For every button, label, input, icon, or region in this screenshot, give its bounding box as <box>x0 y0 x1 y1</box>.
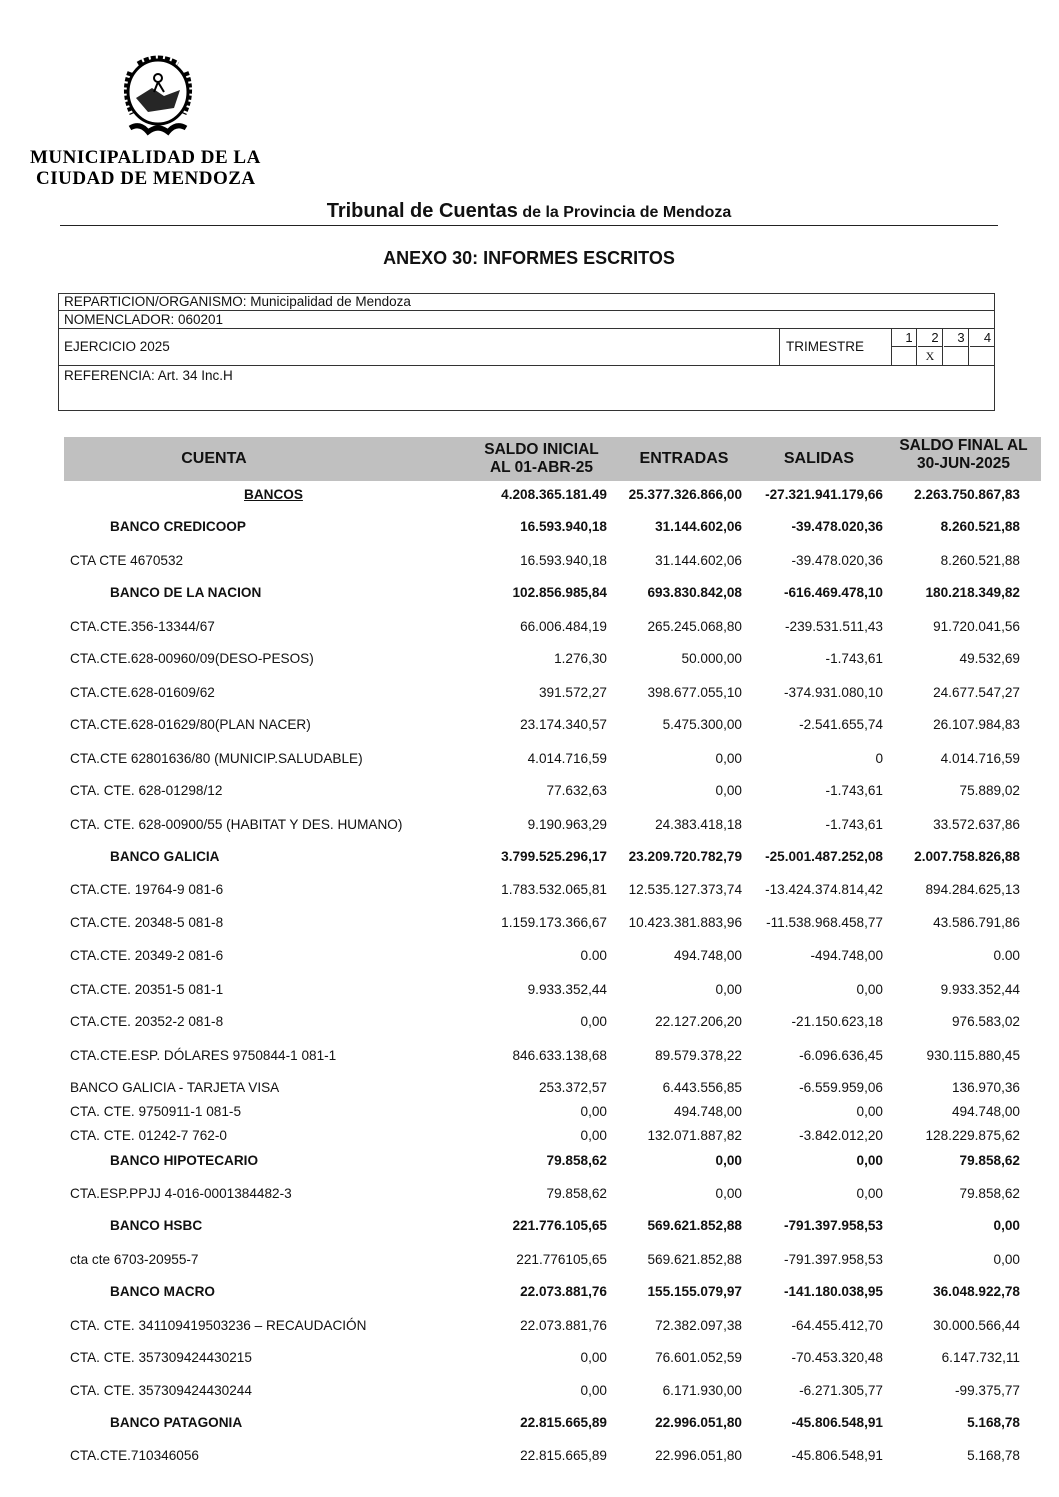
saldo-inicial-cell: 77.632,63 <box>546 783 607 798</box>
header-cuenta: CUENTA <box>181 450 247 467</box>
salidas-cell: -11.538.968.458,77 <box>766 915 883 930</box>
entradas-cell: 23.209.720.782,79 <box>628 849 742 864</box>
salidas-cell: -39.478.020,36 <box>791 553 883 568</box>
saldo-inicial-cell: 4.208.365.181.49 <box>501 487 607 502</box>
entradas-cell: 0,00 <box>715 1153 742 1168</box>
cuenta-cell: BANCO PATAGONIA <box>110 1415 243 1430</box>
entradas-cell: 132.071.887,82 <box>647 1128 742 1143</box>
cuenta-cell: CTA.CTE. 20348-5 081-8 <box>70 915 224 930</box>
header-saldo-final <box>886 437 1041 473</box>
coat-of-arms-icon <box>108 52 208 140</box>
cuenta-cell: CTA.CTE 62801636/80 (MUNICIP.SALUDABLE) <box>70 751 363 766</box>
bank-subtotal-row <box>64 848 1024 866</box>
entradas-cell: 24.383.418,18 <box>655 817 742 832</box>
bank-subtotal-row <box>64 1414 1024 1432</box>
salidas-cell: -374.931.080,10 <box>783 685 883 700</box>
saldo-final-cell: 30.000.566,44 <box>933 1318 1020 1333</box>
saldo-inicial-cell: 79.858,62 <box>546 1186 607 1201</box>
saldo-final-cell: 8.260.521,88 <box>940 519 1020 534</box>
quarter-2-label: 2 <box>918 329 943 347</box>
entradas-cell: 693.830.842,08 <box>647 585 742 600</box>
trimestre-label: TRIMESTRE <box>786 339 865 354</box>
salidas-cell: -1.743,61 <box>825 651 883 666</box>
salidas-cell: -6.096.636,45 <box>799 1048 883 1063</box>
saldo-inicial-cell: 0,00 <box>580 1350 607 1365</box>
saldo-final-cell: 930.115.880,45 <box>926 1048 1020 1063</box>
entradas-cell: 569.621.852,88 <box>647 1218 742 1233</box>
entradas-cell: 76.601.052,59 <box>655 1350 742 1365</box>
saldo-inicial-cell: 23.174.340,57 <box>520 717 607 732</box>
cuenta-cell: CTA.CTE.628-01609/62 <box>70 685 215 700</box>
salidas-cell: -3.842.012,20 <box>799 1128 883 1143</box>
cuenta-cell: CTA.CTE.ESP. DÓLARES 9750844-1 081-1 <box>70 1048 337 1063</box>
salidas-cell: -27.321.941.179,66 <box>765 487 883 502</box>
cuenta-cell: CTA CTE 4670532 <box>70 553 184 568</box>
saldo-final-cell: 49.532,69 <box>959 651 1020 666</box>
salidas-cell: -21.150.623,18 <box>791 1014 883 1029</box>
saldo-inicial-cell: 1.159.173.366,67 <box>501 915 607 930</box>
cuenta-cell: CTA. CTE. 628-00900/55 (HABITAT Y DES. HUMANO) <box>70 817 403 832</box>
reparticion-field: REPARTICION/ORGANISMO: Municipalidad de Mendoza <box>59 294 994 311</box>
table-row <box>64 1382 1024 1400</box>
table-row <box>64 1349 1024 1367</box>
cuenta-cell: CTA.CTE.628-00960/09(DESO-PESOS) <box>70 651 314 666</box>
table-row <box>64 816 1024 834</box>
salidas-cell: 0,00 <box>856 982 883 997</box>
saldo-final-cell: 79.858,62 <box>959 1186 1020 1201</box>
table-row <box>64 618 1024 636</box>
tribunal-subtitle: de la Provincia de Mendoza <box>522 204 732 221</box>
org-name-line2: CIUDAD DE MENDOZA <box>36 168 256 189</box>
quarter-4-label: 4 <box>970 329 995 347</box>
saldo-inicial-cell: 0,00 <box>580 1014 607 1029</box>
cuenta-cell: BANCO HSBC <box>110 1218 203 1233</box>
header-saldo-final-line2: 30-JUN-2025 <box>916 455 1011 472</box>
cuenta-cell: CTA. CTE. 357309424430244 <box>70 1383 252 1398</box>
saldo-inicial-cell: 16.593.940,18 <box>520 519 607 534</box>
info-box <box>58 293 995 411</box>
salidas-cell: 0,00 <box>856 1186 883 1201</box>
saldo-final-cell: 26.107.984,83 <box>933 717 1020 732</box>
table-row <box>64 650 1024 668</box>
tribunal-heading <box>60 200 998 223</box>
saldo-inicial-cell: 0,00 <box>580 1104 607 1119</box>
table-row <box>64 716 1024 734</box>
salidas-cell: 0,00 <box>856 1104 883 1119</box>
cuenta-cell: BANCOS <box>244 487 303 502</box>
header-saldo-final-line1: SALDO FINAL AL <box>899 437 1028 454</box>
entradas-cell: 398.677.055,10 <box>647 685 742 700</box>
saldo-final-cell: 0.00 <box>993 948 1020 963</box>
header-saldo-inicial-line2: AL 01-ABR-25 <box>489 459 594 476</box>
entradas-cell: 6.443.556,85 <box>662 1080 742 1095</box>
table-row <box>64 914 1024 932</box>
bank-subtotal-row <box>64 584 1024 602</box>
saldo-final-cell: 6.147.732,11 <box>941 1350 1020 1365</box>
entradas-cell: 72.382.097,38 <box>655 1318 742 1333</box>
salidas-cell: -1.743,61 <box>825 817 883 832</box>
salidas-cell: -6.271.305,77 <box>799 1383 883 1398</box>
salidas-cell: -791.397.958,53 <box>783 1252 883 1267</box>
header-divider <box>60 225 998 226</box>
cuenta-cell: CTA. CTE. 357309424430215 <box>70 1350 252 1365</box>
entradas-cell: 569.621.852,88 <box>647 1252 742 1267</box>
saldo-final-cell: 9.933.352,44 <box>940 982 1020 997</box>
salidas-cell: -64.455.412,70 <box>791 1318 883 1333</box>
table-row <box>64 1047 1024 1065</box>
salidas-cell: -25.001.487.252,08 <box>765 849 883 864</box>
salidas-cell: -45.806.548,91 <box>791 1448 883 1463</box>
cuenta-cell: CTA.CTE.628-01629/80(PLAN NACER) <box>70 717 311 732</box>
ejercicio-row <box>59 329 994 366</box>
saldo-inicial-cell: 221.776.105,65 <box>512 1218 607 1233</box>
cuenta-cell: CTA.CTE. 20351-5 081-1 <box>70 982 224 997</box>
saldo-final-cell: 36.048.922,78 <box>933 1284 1020 1299</box>
entradas-cell: 31.144.602,06 <box>655 519 742 534</box>
saldo-inicial-cell: 16.593.940,18 <box>520 553 607 568</box>
cuenta-cell: BANCO GALICIA <box>110 849 220 864</box>
saldo-final-cell: 136.970,36 <box>951 1080 1020 1095</box>
saldo-inicial-cell: 0.00 <box>580 948 607 963</box>
table-row <box>64 947 1024 965</box>
salidas-cell: 0,00 <box>856 1153 883 1168</box>
cuenta-cell: CTA.CTE. 20352-2 081-8 <box>70 1014 224 1029</box>
bank-subtotal-row <box>64 1152 1024 1170</box>
entradas-cell: 10.423.381.883,96 <box>628 915 742 930</box>
saldo-inicial-cell: 0,00 <box>580 1383 607 1398</box>
table-row <box>64 552 1024 570</box>
saldo-inicial-cell: 22.073.881,76 <box>520 1284 607 1299</box>
saldo-inicial-cell: 391.572,27 <box>538 685 607 700</box>
salidas-cell: -141.180.038,95 <box>783 1284 883 1299</box>
table-row <box>64 881 1024 899</box>
entradas-cell: 89.579.378,22 <box>655 1048 742 1063</box>
saldo-final-cell: 43.586.791,86 <box>933 915 1020 930</box>
saldo-inicial-cell: 3.799.525.296,17 <box>501 849 607 864</box>
bank-subtotal-row <box>64 1283 1024 1301</box>
cuenta-cell: CTA.CTE.710346056 <box>70 1448 199 1463</box>
saldo-final-cell: 5.168,78 <box>967 1448 1020 1463</box>
saldo-final-cell: 91.720.041,56 <box>933 619 1020 634</box>
table-row <box>64 1127 1024 1145</box>
table-header <box>64 437 1041 481</box>
entradas-cell: 22.996.051,80 <box>655 1448 742 1463</box>
saldo-inicial-cell: 221.776105,65 <box>516 1252 607 1267</box>
cuenta-cell: BANCO DE LA NACION <box>110 585 262 600</box>
saldo-final-cell: 180.218.349,82 <box>925 585 1020 600</box>
salidas-cell: -13.424.374.814,42 <box>765 882 883 897</box>
saldo-final-cell: 0,00 <box>993 1218 1020 1233</box>
nomenclador-field: NOMENCLADOR: 060201 <box>59 311 994 329</box>
header-saldo-inicial-line1: SALDO INICIAL <box>484 441 599 458</box>
saldo-final-cell: 79.858,62 <box>959 1153 1020 1168</box>
entradas-cell: 5.475.300,00 <box>662 717 742 732</box>
table-row <box>64 1079 1024 1097</box>
saldo-inicial-cell: 66.006.484,19 <box>520 619 607 634</box>
referencia-field: REFERENCIA: Art. 34 Inc.H <box>64 368 233 383</box>
salidas-cell: -616.469.478,10 <box>783 585 883 600</box>
saldo-final-cell: 33.572.637,86 <box>933 817 1020 832</box>
salidas-cell: -45.806.548,91 <box>791 1415 883 1430</box>
saldo-final-cell: 5.168,78 <box>967 1415 1020 1430</box>
saldo-inicial-cell: 9.933.352,44 <box>527 982 607 997</box>
salidas-cell: -2.541.655,74 <box>799 717 883 732</box>
entradas-cell: 155.155.079,97 <box>647 1284 742 1299</box>
entradas-cell: 6.171.930,00 <box>662 1383 742 1398</box>
saldo-inicial-cell: 79.858,62 <box>546 1153 607 1168</box>
saldo-inicial-cell: 9.190.963,29 <box>527 817 607 832</box>
cuenta-cell: CTA.CTE.356-13344/67 <box>70 619 215 634</box>
trimestre-grid <box>891 329 995 365</box>
cuenta-cell: BANCO CREDICOOP <box>110 519 246 534</box>
cuenta-cell: BANCO HIPOTECARIO <box>110 1153 259 1168</box>
table-row <box>64 684 1024 702</box>
salidas-cell: -39.478.020,36 <box>791 519 883 534</box>
saldo-inicial-cell: 253.372,57 <box>538 1080 607 1095</box>
entradas-cell: 494.748,00 <box>673 1104 742 1119</box>
entradas-cell: 0,00 <box>715 982 742 997</box>
cuenta-cell: CTA.CTE. 19764-9 081-6 <box>70 882 224 897</box>
salidas-cell: -1.743,61 <box>825 783 883 798</box>
saldo-inicial-cell: 102.856.985,84 <box>512 585 607 600</box>
cuenta-cell: cta cte 6703-20955-7 <box>70 1252 199 1267</box>
salidas-cell: -239.531.511,43 <box>784 619 883 634</box>
entradas-cell: 0,00 <box>715 1186 742 1201</box>
saldo-final-cell: 24.677.547,27 <box>933 685 1020 700</box>
cuenta-cell: CTA. CTE. 01242-7 762-0 <box>70 1128 227 1143</box>
salidas-cell: -791.397.958,53 <box>783 1218 883 1233</box>
cuenta-cell: CTA. CTE. 628-01298/12 <box>70 783 223 798</box>
cuenta-cell: BANCO MACRO <box>110 1284 215 1299</box>
saldo-final-cell: 2.007.758.826,88 <box>914 849 1020 864</box>
table-row <box>64 782 1024 800</box>
header-salidas: SALIDAS <box>783 450 855 467</box>
table-row <box>64 1251 1024 1269</box>
salidas-cell: -494.748,00 <box>810 948 883 963</box>
saldo-final-cell: 4.014.716,59 <box>940 751 1020 766</box>
entradas-cell: 22.996.051,80 <box>655 1415 742 1430</box>
salidas-cell: 0 <box>875 751 883 766</box>
entradas-cell: 0,00 <box>715 783 742 798</box>
table-row <box>64 1185 1024 1203</box>
org-name-line1: MUNICIPALIDAD DE LA <box>30 147 261 168</box>
cuenta-cell: BANCO GALICIA - TARJETA VISA <box>70 1080 280 1095</box>
saldo-inicial-cell: 4.014.716,59 <box>527 751 607 766</box>
ejercicio-field: EJERCICIO 2025 <box>64 339 170 354</box>
table-row <box>64 750 1024 768</box>
cuenta-cell: CTA. CTE. 341109419503236 – RECAUDACIÓN <box>70 1318 367 1333</box>
quarter-4-mark <box>970 347 995 365</box>
bank-subtotal-row <box>64 1217 1024 1235</box>
saldo-inicial-cell: 1.783.532.065,81 <box>501 882 607 897</box>
section-total-row <box>64 486 1024 504</box>
entradas-cell: 25.377.326.866,00 <box>628 487 742 502</box>
salidas-cell: -70.453.320,48 <box>791 1350 883 1365</box>
document-title: ANEXO 30: INFORMES ESCRITOS <box>383 248 675 268</box>
saldo-final-cell: -99.375,77 <box>954 1383 1020 1398</box>
saldo-final-cell: 75.889,02 <box>959 783 1020 798</box>
entradas-cell: 494.748,00 <box>673 948 742 963</box>
trimestre-cell <box>779 329 892 365</box>
saldo-final-cell: 128.229.875,62 <box>925 1128 1020 1143</box>
entradas-cell: 22.127.206,20 <box>655 1014 742 1029</box>
saldo-inicial-cell: 1.276,30 <box>554 651 607 666</box>
saldo-inicial-cell: 22.073.881,76 <box>520 1318 607 1333</box>
saldo-final-cell: 894.284.625,13 <box>925 882 1020 897</box>
table-row <box>64 1317 1024 1335</box>
table-row <box>64 981 1024 999</box>
saldo-inicial-cell: 0,00 <box>580 1128 607 1143</box>
header-saldo-inicial <box>464 441 619 477</box>
municipality-logo <box>28 52 288 192</box>
cuenta-cell: CTA. CTE. 9750911-1 081-5 <box>70 1104 242 1119</box>
entradas-cell: 50.000,00 <box>681 651 742 666</box>
table-row <box>64 1103 1024 1121</box>
salidas-cell: -6.559.959,06 <box>799 1080 883 1095</box>
cuenta-cell: CTA.ESP.PPJJ 4-016-0001384482-3 <box>70 1186 292 1201</box>
entradas-cell: 0,00 <box>715 751 742 766</box>
quarter-1-label: 1 <box>892 329 917 347</box>
quarter-1-mark <box>892 347 917 365</box>
quarter-2-mark: X <box>918 347 943 365</box>
saldo-final-cell: 8.260.521,88 <box>940 553 1020 568</box>
tribunal-title: Tribunal de Cuentas <box>326 200 518 222</box>
saldo-inicial-cell: 846.633.138,68 <box>512 1048 607 1063</box>
header-entradas: ENTRADAS <box>639 450 729 467</box>
saldo-inicial-cell: 22.815.665,89 <box>520 1415 607 1430</box>
cuenta-cell: CTA.CTE. 20349-2 081-6 <box>70 948 224 963</box>
saldo-final-cell: 2.263.750.867,83 <box>914 487 1020 502</box>
table-row <box>64 1447 1024 1465</box>
quarter-3-label: 3 <box>944 329 969 347</box>
quarter-3-mark <box>944 347 969 365</box>
saldo-final-cell: 494.748,00 <box>951 1104 1020 1119</box>
bank-subtotal-row <box>64 518 1024 536</box>
saldo-inicial-cell: 22.815.665,89 <box>520 1448 607 1463</box>
entradas-cell: 265.245.068,80 <box>647 619 742 634</box>
saldo-final-cell: 0,00 <box>993 1252 1020 1267</box>
table-row <box>64 1013 1024 1031</box>
entradas-cell: 31.144.602,06 <box>655 553 742 568</box>
entradas-cell: 12.535.127.373,74 <box>628 882 742 897</box>
saldo-final-cell: 976.583,02 <box>951 1014 1020 1029</box>
